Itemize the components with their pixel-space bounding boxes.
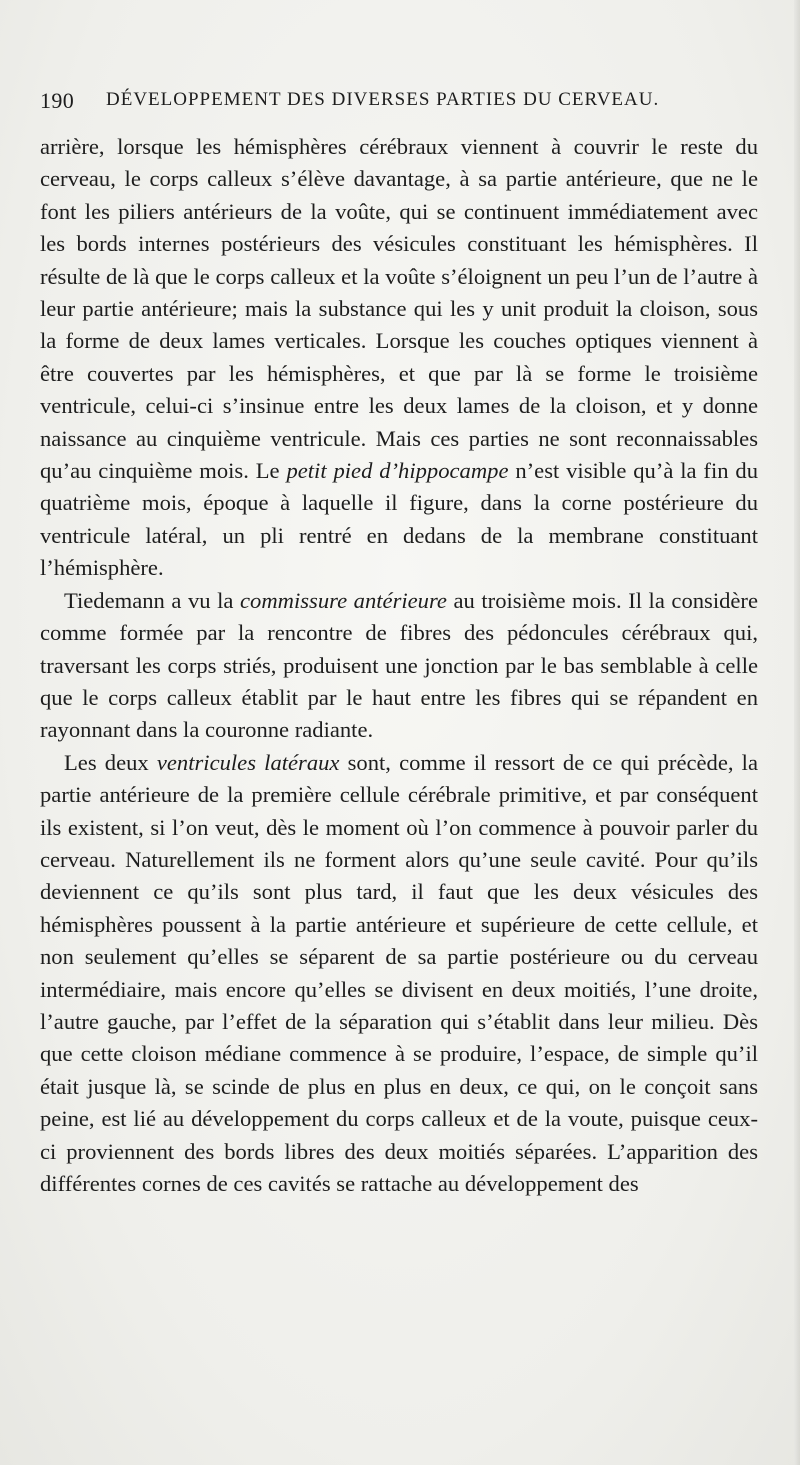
page-number: 190 xyxy=(40,88,75,113)
italic-term: commissure antérieure xyxy=(240,587,447,613)
text-run: n’est visible qu’à la fin du quatrième mois, époque à laquelle il figure, dans la corne postérieure du ventricule latéral, un pli rentré en dedans de la membrane constituant l’hémisphère. xyxy=(40,458,758,581)
italic-term: petit pied d’hippocampe xyxy=(286,458,509,484)
paragraph xyxy=(40,747,758,1201)
running-title: DÉVELOPPEMENT DES DIVERSES PARTIES DU CERVEAU. xyxy=(106,89,660,110)
text-run: arrière, lorsque les hémisphères cérébraux viennent à couvrir le reste du cerveau, le corps calleux s’élève davantage, à sa partie antérieure, que ne le font les piliers antérieurs de la voûte, qui se continuent immédiatement avec les bords internes postérieurs des vésicules constituant les hémisphères. Il résulte de là que le corps calleux et la voûte s’éloignent un peu l’un de l’autre à leur partie antérieure; mais la substance qui les y unit produit la cloison, sous la forme de deux lames verticales. Lorsque les couches optiques viennent à être couvertes par les hémisphères, et que par là se forme le troisième ventricule, celui-ci s’insinue entre les deux lames de la cloison, et y donne naissance au cinquième ventricule. Mais ces parties ne sont reconnaissables qu’au cinquième mois. Le xyxy=(40,134,758,484)
text-run: Tiedemann a vu la xyxy=(64,587,241,613)
running-header xyxy=(40,88,760,120)
paragraph xyxy=(40,585,758,747)
page-edge-shadow xyxy=(794,0,800,1465)
italic-term: ventricules latéraux xyxy=(156,749,340,775)
text-run: au troisième mois. Il la considère comme formée par la rencontre de fibres des pédoncules cérébraux qui, traversant les corps striés, produisent une jonction par le bas semblable à celle que le corps calleux établit par le haut entre les fibres qui se répandent en rayonnant dans la couronne radiante. xyxy=(40,587,758,743)
paragraph xyxy=(40,131,758,585)
text-run: sont, comme il ressort de ce qui précède, la partie antérieure de la première cellule cérébrale primitive, et par conséquent ils existent, si l’on veut, dès le moment où l’on commence à pouvoir parler du cerveau. Naturellement ils ne forment alors qu’une seule cavité. Pour qu’ils deviennent ce qu’ils sont plus tard, il faut que les deux vésicules des hémisphères poussent à la partie antérieure et supérieure de cette cellule, et non seulement qu’elles se séparent de sa partie postérieure ou du cerveau intermédiaire, mais encore qu’elles se divisent en deux moitiés, l’une droite, l’autre gauche, par l’effet de la séparation qui s’établit dans leur milieu. Dès que cette cloison médiane commence à se produire, l’espace, de simple qu’il était jusque là, se scinde de plus en plus en deux, ce qui, on le conçoit sans peine, est lié au développement du corps calleux et de la voute, puisque ceux-ci proviennent des bords libres des deux moitiés séparées. L’apparition des différentes cornes de ces cavités se rattache au développement des xyxy=(40,749,758,1196)
body-text xyxy=(40,131,758,1200)
text-run: Les deux xyxy=(64,749,157,775)
